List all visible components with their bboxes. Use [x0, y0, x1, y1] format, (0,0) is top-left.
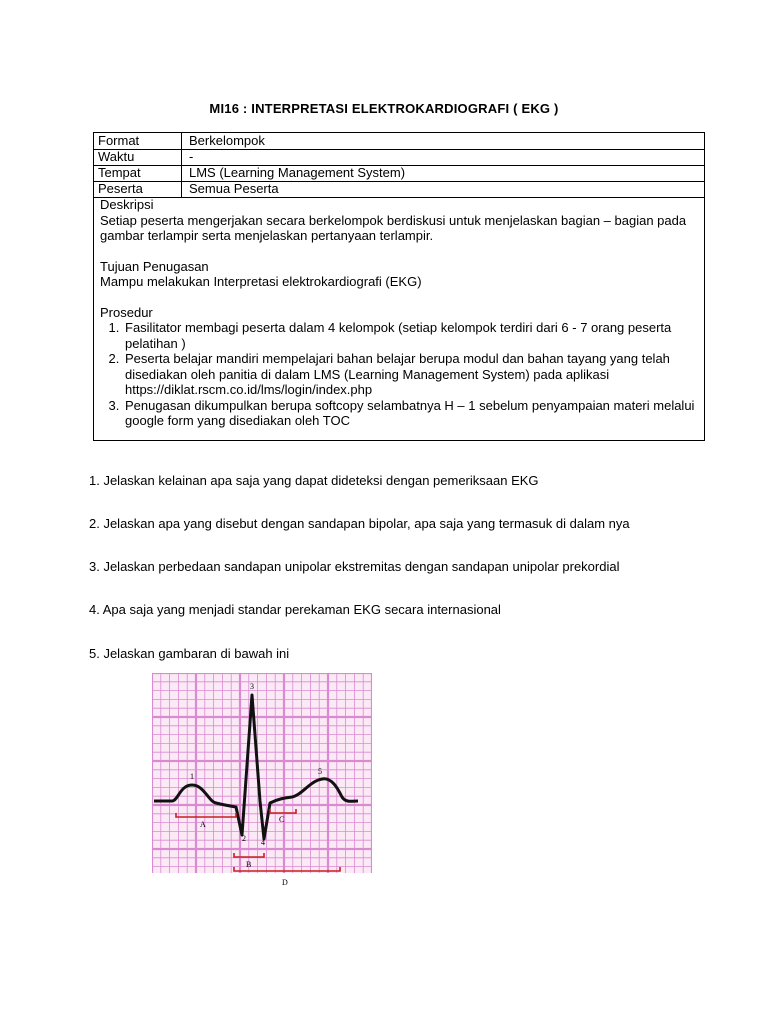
description-heading: Deskripsi: [100, 197, 154, 212]
document-title: MI16 : INTERPRETASI ELEKTROKARDIOGRAFI ( EKG ): [209, 101, 559, 116]
ekg-label-5: 5: [318, 767, 322, 776]
question-5: 5. Jelaskan gambaran di bawah ini: [89, 646, 290, 661]
info-label: Waktu: [98, 149, 135, 164]
ekg-label-d: D: [282, 878, 288, 887]
info-value: -: [189, 149, 194, 164]
assignment-info-table: [93, 132, 705, 441]
procedure-item: 2. Peserta belajar mandiri mempelajari bahan belajar berupa modul dan bahan tayang yang telah disediakan oleh panitia di dalam LMS (Learning Management System) pada aplikasi https://diklat.rscm.co.id/lms/login/index.php: [123, 351, 698, 398]
goal-text: Mampu melakukan Interpretasi elektrokardiografi (EKG): [100, 274, 422, 289]
info-value: Semua Peserta: [189, 181, 279, 196]
ekg-label-c: C: [279, 815, 285, 824]
ekg-label-2: 2: [242, 834, 246, 843]
procedure-item: 3. Penugasan dikumpulkan berupa softcopy selambatnya H – 1 sebelum penyampaian materi melalui google form yang disediakan oleh TOC: [123, 398, 698, 429]
info-value: Berkelompok: [189, 133, 265, 148]
ekg-label-4: 4: [261, 838, 265, 847]
ekg-label-a: A: [200, 820, 206, 829]
question-3: 3. Jelaskan perbedaan sandapan unipolar ekstremitas dengan sandapan unipolar prekordial: [89, 559, 620, 574]
description-section: [100, 197, 698, 429]
procedure-list: [100, 320, 698, 429]
info-label: Format: [98, 133, 140, 148]
info-row-tempat: [94, 165, 704, 182]
question-1: 1. Jelaskan kelainan apa saja yang dapat dideteksi dengan pemeriksaan EKG: [89, 473, 539, 488]
procedure-heading: Prosedur: [100, 304, 153, 320]
goal-heading: Tujuan Penugasan: [100, 258, 209, 274]
ekg-label-3: 3: [250, 682, 254, 691]
ekg-label-1: 1: [190, 772, 194, 781]
description-text: Setiap peserta mengerjakan secara berkelompok berdiskusi untuk menjelaskan bagian – bagian pada gambar terlampir serta menjelaskan pertanyaan terlampir.: [100, 212, 687, 243]
info-row-waktu: [94, 149, 704, 166]
ekg-label-b: B: [246, 860, 252, 869]
info-label: Peserta: [98, 181, 143, 196]
ekg-diagram: [152, 673, 372, 891]
info-label: Tempat: [98, 165, 141, 180]
info-row-format: [94, 133, 704, 150]
info-value: LMS (Learning Management System): [189, 165, 406, 180]
question-2: 2. Jelaskan apa yang disebut dengan sandapan bipolar, apa saja yang termasuk di dalam nya: [89, 516, 630, 531]
procedure-item: 1. Fasilitator membagi peserta dalam 4 kelompok (setiap kelompok terdiri dari 6 - 7 orang peserta pelatihan ): [123, 320, 698, 351]
question-4: 4. Apa saja yang menjadi standar perekaman EKG secara internasional: [89, 602, 501, 617]
info-row-peserta: [94, 181, 704, 198]
